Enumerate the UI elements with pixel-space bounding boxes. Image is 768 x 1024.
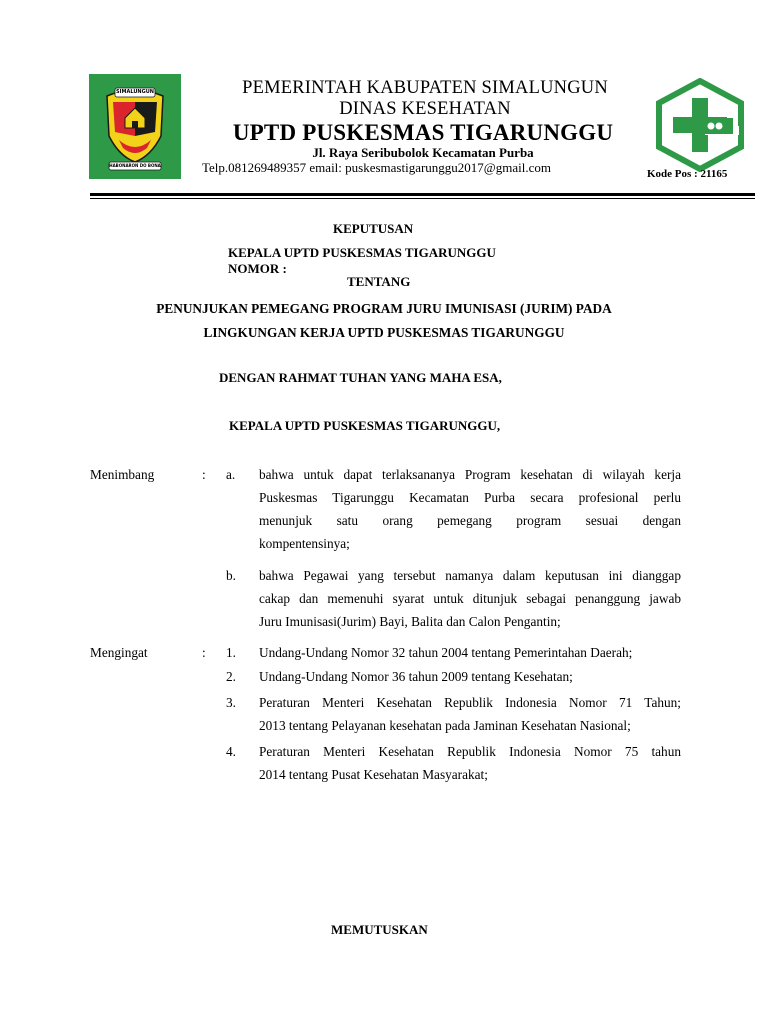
mengingat-4-line2: 2014 tentang Pusat Kesehatan Masyarakat;: [259, 767, 488, 782]
decree-subject-line1: PENUNJUKAN PEMEGANG PROGRAM JURU IMUNISASI (JURIM) PADA: [156, 301, 612, 316]
mengingat-1-marker: 1.: [226, 645, 236, 660]
menimbang-a-line4: kompentensinya;: [259, 536, 350, 551]
header-divider-thick: [90, 193, 755, 196]
menimbang-b-marker: b.: [226, 568, 236, 583]
postal-code: Kode Pos : 21165: [647, 168, 728, 180]
puskesmas-cross-icon: [653, 78, 747, 172]
decree-tentang: TENTANG: [347, 274, 411, 289]
menimbang-a-line1: bahwa untuk dapat terlaksananya Program kesehatan di wilayah kerja: [259, 467, 681, 482]
decree-keputusan: KEPUTUSAN: [333, 221, 414, 236]
mengingat-3-line1: Peraturan Menteri Kesehatan Republik Indonesia Nomor 71 Tahun;: [259, 695, 681, 710]
decree-kepala-2: KEPALA UPTD PUSKESMAS TIGARUNGGU,: [229, 418, 501, 433]
header-institution: UPTD PUSKESMAS TIGARUNGGU: [232, 120, 614, 145]
menimbang-a-marker: a.: [226, 467, 236, 482]
header-address: Jl. Raya Seribubolok Kecamatan Purba: [312, 145, 534, 160]
header-divider-thin: [90, 198, 755, 199]
mengingat-2-marker: 2.: [226, 669, 236, 684]
mengingat-2-line1: Undang-Undang Nomor 36 tahun 2009 tentang Kesehatan;: [259, 669, 573, 684]
logo-top-text: SIMALUNGUN: [116, 89, 154, 95]
menimbang-a-line2: Puskesmas Tigarunggu Kecamatan Purba secara profesional perlu: [259, 490, 681, 505]
menimbang-a-line3: menunjuk satu orang pemegang program sesuai dengan: [259, 513, 681, 528]
decree-subject-line2: LINGKUNGAN KERJA UPTD PUSKESMAS TIGARUNGGU: [203, 325, 565, 340]
menimbang-label: Menimbang: [90, 467, 155, 482]
menimbang-b-line1: bahwa Pegawai yang tersebut namanya dalam keputusan ini dianggap: [259, 568, 681, 583]
header-department: DINAS KESEHATAN: [339, 99, 511, 119]
decree-rahmat: DENGAN RAHMAT TUHAN YANG MAHA ESA,: [219, 370, 502, 385]
memutuskan-heading: MEMUTUSKAN: [331, 922, 428, 937]
puskesmas-logo: [653, 78, 747, 172]
menimbang-b-line2: cakap dan memenuhi syarat untuk ditunjuk sebagai penanggung jawab: [259, 591, 681, 606]
mengingat-3-marker: 3.: [226, 695, 236, 710]
mengingat-label: Mengingat: [90, 645, 148, 660]
menimbang-colon: :: [202, 467, 206, 482]
header-contact: Telp.081269489357 email: puskesmastigarunggu2017@gmail.com: [202, 160, 552, 175]
mengingat-1-line1: Undang-Undang Nomor 32 tahun 2004 tentang Pemerintahan Daerah;: [259, 645, 633, 660]
mengingat-3-line2: 2013 tentang Pelayanan kesehatan pada Jaminan Kesehatan Nasional;: [259, 718, 631, 733]
decree-kepala: KEPALA UPTD PUSKESMAS TIGARUNGGU: [228, 245, 496, 260]
mengingat-4-marker: 4.: [226, 744, 236, 759]
header-government: PEMERINTAH KABUPATEN SIMALUNGUN: [242, 78, 608, 98]
mengingat-colon: :: [202, 645, 206, 660]
mengingat-4-line1: Peraturan Menteri Kesehatan Republik Indonesia Nomor 75 tahun: [259, 744, 681, 759]
logo-bottom-text: HABONARON DO BONA: [109, 163, 161, 168]
menimbang-b-line3: Juru Imunisasi(Jurim) Bayi, Balita dan Calon Pengantin;: [259, 614, 561, 629]
decree-nomor: NOMOR :: [228, 261, 287, 276]
